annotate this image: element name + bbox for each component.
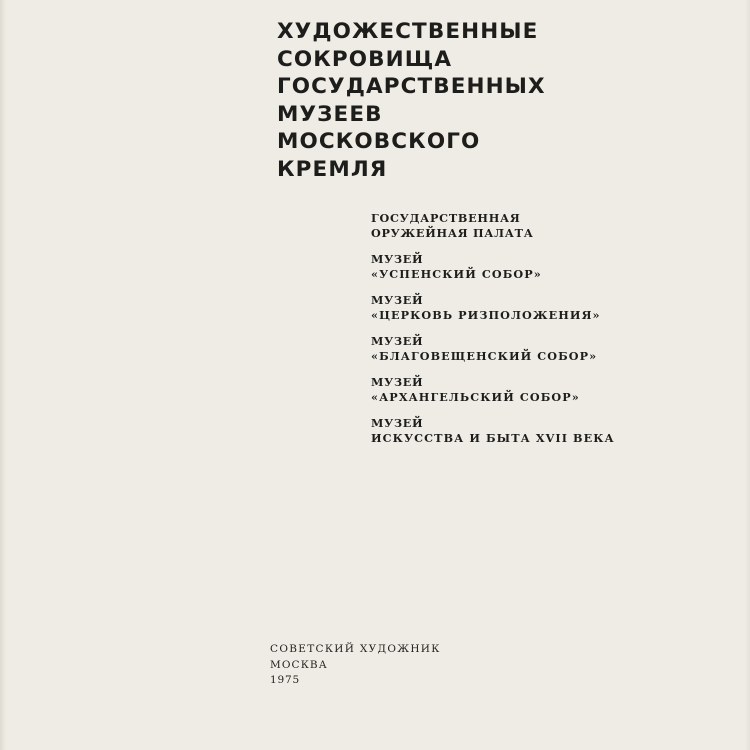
- list-item: [371, 416, 701, 445]
- museum-name-line-2: «БЛАГОВЕЩЕНСКИЙ СОБОР»: [371, 348, 598, 363]
- museum-name-line-1: МУЗЕЙ: [371, 375, 424, 389]
- museum-name-line-1: ГОСУДАРСТВЕННАЯ: [371, 211, 521, 225]
- museum-name-line-2: ИСКУССТВА И БЫТА XVII ВЕКА: [371, 430, 615, 445]
- list-item: [371, 252, 701, 281]
- museum-name-line-2: ОРУЖЕЙНАЯ ПАЛАТА: [371, 225, 534, 240]
- list-item: [371, 293, 701, 322]
- museum-name-line-2: «УСПЕНСКИЙ СОБОР»: [371, 266, 542, 281]
- publication-year: 1975: [270, 674, 300, 686]
- title-line-4: МУЗЕЕВ: [277, 101, 383, 127]
- museum-name-line-1: МУЗЕЙ: [371, 334, 424, 348]
- museum-name-line-1: МУЗЕЙ: [371, 252, 424, 266]
- museum-list: [371, 211, 701, 445]
- list-item: [371, 334, 701, 363]
- museum-name-line-2: «ЦЕРКОВЬ РИЗПОЛОЖЕНИЯ»: [371, 307, 601, 322]
- title-line-1: ХУДОЖЕСТВЕННЫЕ: [277, 19, 539, 44]
- publisher-name: СОВЕТСКИЙ ХУДОЖНИК: [270, 643, 441, 655]
- title-line-5: МОСКОВСКОГО: [277, 129, 481, 154]
- list-item: [371, 211, 701, 240]
- title-line-3: ГОСУДАРСТВЕННЫХ: [277, 74, 546, 99]
- title-line-6: КРЕМЛЯ: [277, 156, 388, 182]
- museum-name-line-1: МУЗЕЙ: [371, 293, 424, 307]
- list-item: [371, 375, 701, 404]
- museum-name-line-2: «АРХАНГЕЛЬСКИЙ СОБОР»: [371, 389, 580, 404]
- publication-city: МОСКВА: [270, 658, 328, 671]
- museum-name-line-1: МУЗЕЙ: [371, 416, 424, 430]
- imprint-block: [270, 642, 441, 689]
- page-title: [277, 18, 707, 183]
- title-line-2: СОКРОВИЩА: [277, 46, 453, 72]
